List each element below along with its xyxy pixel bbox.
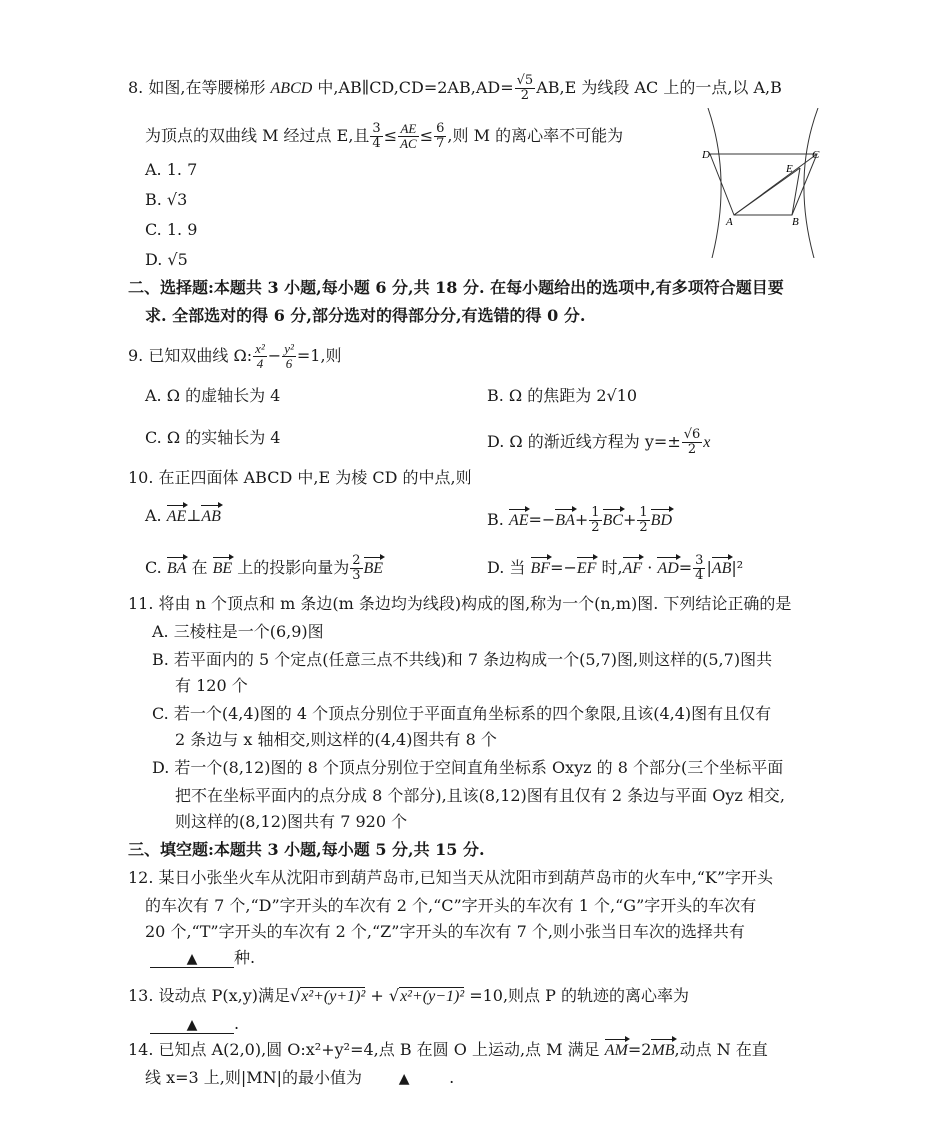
q14-tail: . <box>449 1068 455 1087</box>
answer-blank[interactable] <box>150 950 234 968</box>
q8-option-d: D. √5 <box>145 250 188 269</box>
q10-text: + <box>622 510 637 529</box>
q11-option-d-cont2: 则这样的(8,12)图共有 7 920 个 <box>175 812 408 831</box>
q12-tail: 种. <box>234 948 256 967</box>
vector-ef: EF <box>576 560 597 577</box>
frac-den: 4 <box>695 568 704 583</box>
q10-stem: 10. 在正四面体 ABCD 中,E 为棱 CD 的中点,则 <box>128 468 472 487</box>
frac-den: 2 <box>591 520 600 535</box>
q10-text: D. 当 <box>487 558 531 577</box>
vector-mb: MB <box>651 1042 675 1059</box>
q8-option-b: B. √3 <box>145 190 188 209</box>
q9-minus: − <box>267 346 282 365</box>
q13-text: =10,则点 P 的轨迹的离心率为 <box>464 986 689 1005</box>
q11-option-c-cont: 2 条边与 x 轴相交,则这样的(4,4)图共有 8 个 <box>175 730 497 749</box>
q8-le: ≤ <box>383 126 398 145</box>
frac-den: 4 <box>256 356 264 371</box>
vector-ab: AB <box>711 560 732 577</box>
q10-frac-d <box>693 554 705 583</box>
q14-line1 <box>128 1040 768 1061</box>
frac-num: √5 <box>516 73 534 88</box>
frac-den: 7 <box>436 136 445 151</box>
q8-option-a: A. 1. 7 <box>145 160 198 179</box>
q13-text: + <box>365 986 389 1005</box>
vector-bc: BC <box>602 512 623 529</box>
q9-x: x <box>703 434 711 451</box>
q14-text: =2 <box>627 1040 652 1059</box>
label-b: B <box>792 216 799 228</box>
q10-text: |² <box>731 558 744 577</box>
q8-frac-ad <box>515 74 536 103</box>
q10-text: | <box>706 558 712 577</box>
frac-num: AE <box>398 122 419 137</box>
perp-symbol: ⊥ <box>186 506 202 525</box>
vector-be: BE <box>212 560 233 577</box>
q9-option-c: C. Ω 的实轴长为 4 <box>145 428 281 447</box>
q10-option-a <box>145 506 221 527</box>
q12-line3: 20 个,“T”字开头的车次有 2 个,“Z”字开头的车次有 7 个,则小张当日车次的选择共有 <box>145 922 745 941</box>
frac-den: 6 <box>285 356 293 371</box>
q8-option-c: C. 1. 9 <box>145 220 198 239</box>
q12-answer <box>150 948 255 968</box>
q11-option-c: C. 若一个(4,4)图的 4 个顶点分别位于平面直角坐标系的四个象限,且该(4,4)图有且仅有 <box>152 704 772 723</box>
vector-be: BE <box>363 560 384 577</box>
q8-text: ,则 M 的离心率不可能为 <box>447 126 624 145</box>
frac-num: 6 <box>436 121 445 136</box>
q8-frac3 <box>434 122 446 151</box>
q10-option-c <box>145 554 383 583</box>
vector-ad: AD <box>657 560 679 577</box>
q9-frac-x <box>253 342 267 371</box>
hyperbola-right-branch <box>804 108 818 258</box>
vector-ab: AB <box>201 508 221 525</box>
q10-text: = <box>678 558 693 577</box>
vector-ba: BA <box>555 512 575 529</box>
frac-num: 1 <box>591 505 600 520</box>
q13-line: 13. 设动点 P(x,y)满足√x²+(y+1)² + √x²+(y−1)² =10,则点 P 的轨迹的离心率为 <box>128 986 689 1005</box>
q9-option-d <box>487 428 710 457</box>
frac-num: x² <box>255 341 265 356</box>
vector-ae: AE <box>508 512 529 529</box>
label-a: A <box>726 216 733 228</box>
hyperbola-left-branch <box>708 108 721 258</box>
section2-heading: 二、选择题:本题共 3 小题,每小题 6 分,共 18 分. 在每小题给出的选项中,有多项符合题目要 <box>128 278 784 297</box>
label-e: E <box>786 163 793 175</box>
q13-radical1: x²+(y+1)² <box>301 988 366 1005</box>
q10-text: 时, <box>596 558 623 577</box>
q8-frac2 <box>398 122 419 151</box>
q8-abcd: ABCD <box>270 80 313 97</box>
segment-be <box>792 168 800 215</box>
segment-ae <box>734 168 800 215</box>
frac-den: 2 <box>520 88 530 103</box>
vector-bd: BD <box>650 512 672 529</box>
q11-option-b: B. 若平面内的 5 个定点(任意三点不共线)和 7 条边构成一个(5,7)图,则这样的(5,7)图共 <box>152 650 773 669</box>
q14-text: 线 x=3 上,则|MN|的最小值为 <box>145 1068 363 1087</box>
frac-den: 2 <box>639 520 648 535</box>
section3-heading: 三、填空题:本题共 3 小题,每小题 5 分,共 15 分. <box>128 840 485 859</box>
q9-frac-y <box>282 342 296 371</box>
frac-num: y² <box>284 341 294 356</box>
vector-af: AF <box>622 560 643 577</box>
q10-text: =− <box>550 558 577 577</box>
q8-le: ≤ <box>419 126 434 145</box>
label-d: D <box>702 149 710 161</box>
q8-text: 中,AB∥CD,CD=2AB,AD= <box>312 78 514 97</box>
q10-text: B. <box>487 510 509 529</box>
frac-num: 1 <box>639 505 648 520</box>
q10-text: 在 <box>186 558 213 577</box>
q11-stem: 11. 将由 n 个顶点和 m 条边(m 条边均为线段)构成的图,称为一个(n,m)图. 下列结论正确的是 <box>128 594 792 613</box>
q10-frac-c <box>350 554 362 583</box>
q10-option-d <box>487 554 743 583</box>
q13-answer <box>150 1014 239 1034</box>
q8-text: AB,E 为线段 AC 上的一点,以 A,B <box>536 78 782 97</box>
label-c: C <box>812 149 820 161</box>
q10-text: C. <box>145 558 167 577</box>
vector-am: AM <box>604 1042 628 1059</box>
q13-radical2: x²+(y−1)² <box>400 988 465 1005</box>
frac-num: 2 <box>352 553 361 568</box>
q10-text: · <box>642 558 658 577</box>
frac-den: AC <box>400 136 417 151</box>
q14-line2 <box>145 1068 454 1089</box>
q8-text: 8. 如图,在等腰梯形 <box>128 78 271 97</box>
frac-den: 4 <box>372 136 381 151</box>
answer-blank[interactable] <box>367 1068 441 1089</box>
q11-option-b-cont: 有 120 个 <box>175 676 248 695</box>
q10-frac-half <box>589 506 601 535</box>
q9-text: D. Ω 的渐近线方程为 y=± <box>487 432 681 451</box>
q10-text: 上的投影向量为 <box>232 558 350 577</box>
triangle-icon: ▲ <box>398 1071 410 1087</box>
q9-text: 9. 已知双曲线 Ω: <box>128 346 253 365</box>
q10-frac-half2 <box>637 506 649 535</box>
q10-option-b <box>487 506 672 535</box>
vector-ae: AE <box>166 508 187 525</box>
q14-text: 14. 已知点 A(2,0),圆 O:x²+y²=4,点 B 在圆 O 上运动,点 M 满足 <box>128 1040 605 1059</box>
q8-line1 <box>128 74 782 103</box>
q8-frac1 <box>370 122 382 151</box>
q11-option-a: A. 三棱柱是一个(6,9)图 <box>152 622 324 641</box>
vector-ba: BA <box>166 560 187 577</box>
frac-den: 2 <box>687 442 697 457</box>
triangle-icon: ▲ <box>186 1017 198 1033</box>
q8-line2 <box>145 122 623 151</box>
q8-text: 为顶点的双曲线 M 经过点 E,且 <box>145 126 370 145</box>
section2-heading-cont: 求. 全部选对的得 6 分,部分选对的得部分分,有选错的得 0 分. <box>145 306 586 325</box>
frac-den: 3 <box>352 568 361 583</box>
triangle-icon: ▲ <box>186 951 198 967</box>
q9-frac-d <box>682 428 703 457</box>
q10-text: A. <box>145 506 167 525</box>
q12-line2: 的车次有 7 个,“D”字开头的车次有 2 个,“C”字开头的车次有 1 个,“G”字开头的车次有 <box>145 896 757 915</box>
q9-option-b: B. Ω 的焦距为 2√10 <box>487 386 638 405</box>
q10-text: =− <box>528 510 556 529</box>
vector-bf: BF <box>530 560 551 577</box>
frac-num: √6 <box>683 427 701 442</box>
q14-text: ,动点 N 在直 <box>674 1040 768 1059</box>
answer-blank[interactable] <box>150 1016 234 1034</box>
q11-option-d-cont: 把不在坐标平面内的点分成 8 个部分),且该(8,12)图有且仅有 2 条边与平面 Oyz 相交, <box>175 786 785 805</box>
q12-line1: 12. 某日小张坐火车从沈阳市到葫芦岛市,已知当天从沈阳市到葫芦岛市的火车中,“K”字开头 <box>128 868 774 887</box>
q9-option-a: A. Ω 的虚轴长为 4 <box>145 386 281 405</box>
trapezoid-abcd <box>710 154 817 215</box>
frac-num: 3 <box>372 121 381 136</box>
q11-option-d: D. 若一个(8,12)图的 8 个顶点分别位于空间直角坐标系 Oxyz 的 8 个部分(三个坐标平面 <box>152 758 784 777</box>
q9-text: =1,则 <box>296 346 342 365</box>
q13-tail: . <box>234 1014 240 1033</box>
hyperbola-trapezoid-figure <box>700 108 830 258</box>
q10-text: + <box>574 510 589 529</box>
q9-stem <box>128 342 342 371</box>
q13-text: 13. 设动点 P(x,y)满足 <box>128 986 291 1005</box>
frac-num: 3 <box>695 553 704 568</box>
